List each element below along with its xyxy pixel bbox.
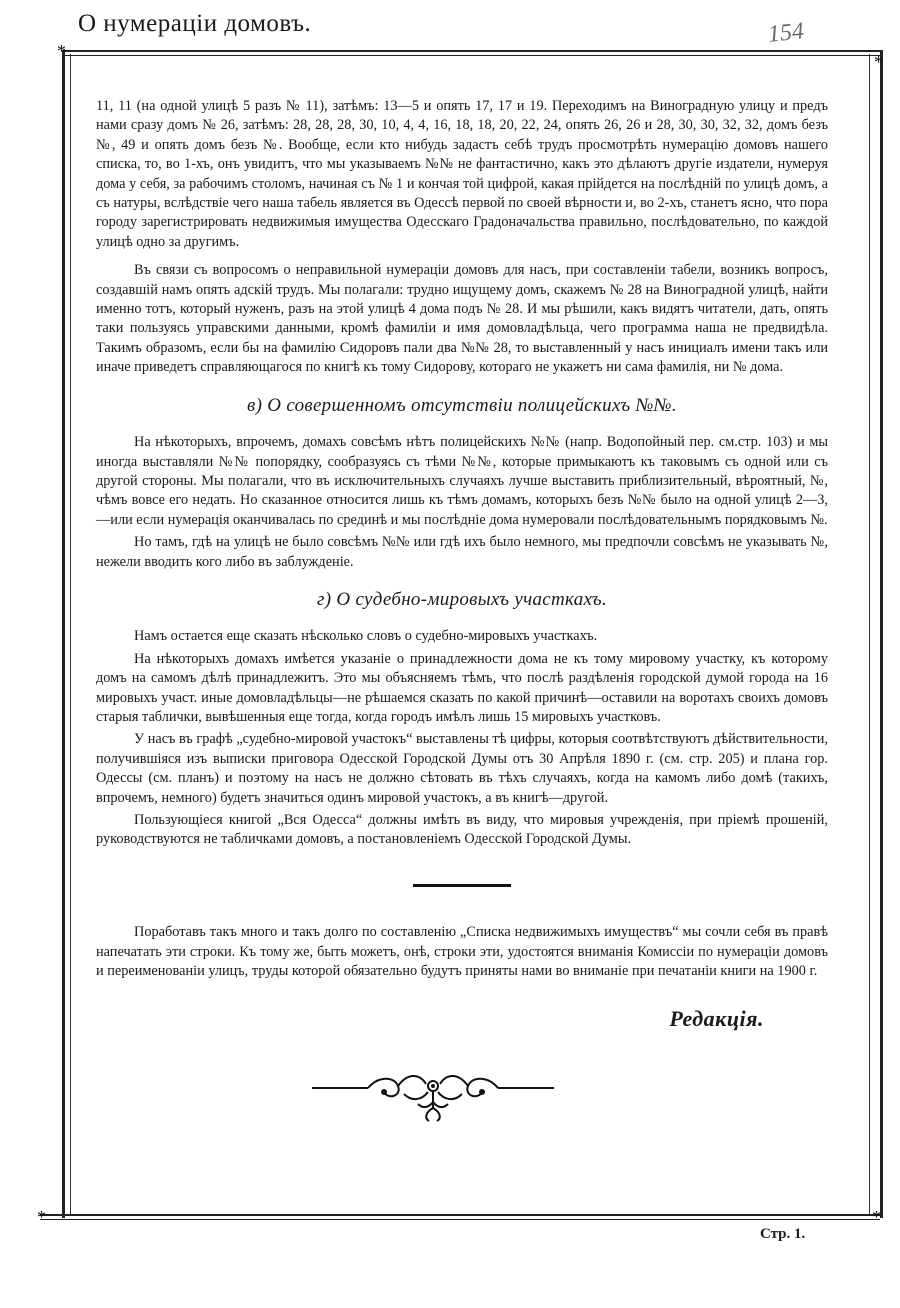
main-text xyxy=(96,97,828,1032)
paragraph: Пользующіеся книгой „Вся Одесса“ должны имѣть въ виду, что мировыя учрежденія, при пріемѣ прошеній, руководствуются не табличками домовъ, а постановленіемъ Одесской Городской Думы. xyxy=(96,812,828,848)
section-divider xyxy=(96,874,828,893)
running-head: О нумераціи домовъ. xyxy=(78,10,312,37)
paragraph: На нѣкоторыхъ, впрочемъ, домахъ совсѣмъ нѣтъ полицейскихъ №№ (напр. Водопойный пер. см.стр. 103) и мы иногда выставляли №№ попорядку, сообразуясь съ тѣми №№, которые примыкаютъ къ таковымъ съ одной или съ другой стороны. Мы полагали, что въ исключительныхъ случаяхъ лучше выставить приблизительный, вѣроятный, №, чѣмъ вовсе его недать. Но сказанное относится лишь къ тѣмъ домамъ, которыхъ безъ №№ было на одной улицѣ 2—3,—или если нумерація оканчивалась по срединѣ и мы послѣдніе дома нумеровали послѣдовательнымъ порядковымъ №. xyxy=(96,434,828,528)
frame-star-icon: * xyxy=(37,1207,46,1227)
frame-bottom-rule xyxy=(40,1214,880,1216)
paragraph: На нѣкоторыхъ домахъ имѣется указаніе о принадлежности дома не къ тому мировому участку, къ которому домъ на самомъ дѣлѣ принадлежитъ. Это мы объясняемъ тѣмъ, что послѣ раздѣленія городской думой города на 16 мировыхъ участ. иные домовладѣльцы—не рѣшаемся сказать по какой причинѣ—оставили на воротахъ своихъ домовъ старыя таблички, вывѣшенныя еще тогда, когда городъ имѣлъ лишь 15 мировыхъ участковъ. xyxy=(96,650,828,725)
signature: Редакція. xyxy=(669,1006,764,1032)
paragraph: Въ связи съ вопросомъ о неправильной нумераціи домовъ для насъ, при составленіи табели, возникъ вопросъ, создавшій намъ опять адскій трудъ. Мы полагали: трудно ищущему домъ, скажемъ № 28 на Виноградной улицѣ, найти именно тотъ, который нуженъ, разъ на этой улицѣ 4 дома подъ № 28. И мы рѣшили, какъ видятъ читатели, дать, опять таки пользуясь управскими данными, кромѣ фамиліи и имя домовладѣльца, чего программа наша не предвидѣла. Такимъ образомъ, если бы на фамилію Сидоровъ пали два №№ 28, то выставленный у насъ инициалъ имени такъ или иначе приведетъ справляющагося по книгѣ къ тому Сидорову, котораго не укажетъ ни сама фамилія, ни № дома. xyxy=(96,262,828,376)
frame-star-icon: * xyxy=(872,1207,881,1227)
closing-paragraph: Поработавъ такъ много и такъ долго по составленію „Списка недвижимыхъ имуществъ“ мы сочли себя въ правѣ напечатать эти строки. Къ тому же, быть можетъ, онѣ, строки эти, удостоятся вниманія Комиссіи по нумераціи домовъ и переименованіи улицъ, труды которой обязательно будутъ приняты нами во вниманіе при печатаніи книги на 1900 г. xyxy=(96,924,828,980)
frame-top-rule xyxy=(62,50,880,52)
frame-star-icon: * xyxy=(57,41,66,61)
section-heading-v: в) О совершенномъ отсутствіи полицейскихъ №№. xyxy=(247,394,677,416)
handwritten-page-mark: 154 xyxy=(766,18,806,48)
frame-top-rule-thin xyxy=(62,55,880,56)
paragraph: Намъ остается еще сказать нѣсколько словъ о судебно-мировыхъ участкахъ. xyxy=(134,628,598,645)
scroll-ornament-icon xyxy=(308,1068,558,1129)
paragraph: 11, 11 (на одной улицѣ 5 разъ № 11), затѣмъ: 13—5 и опять 17, 17 и 19. Переходимъ на Виноградную улицу и предъ нами сразу домъ № 26, затѣмъ: 28, 28, 28, 30, 10, 4, 4, 16, 18, 18, 20, 22, 24, опять 26, 26 и 28, 30, 30, 32, 32, домъ безъ №, 49 и опять домъ безъ №. Вообще, если кто нибудь задастъ себѣ трудъ просмотрѣть нумерацію домовъ нашего списка, то, во 1-хъ, онъ увидитъ, что мы указываемъ №№ не фантастично, какъ это дѣлаютъ другіе издатели, нумеруя дома у себя, за рабочимъ столомъ, начиная съ № 1 и кончая той цифрой, какая прійдется на послѣдній по улицѣ домъ, а съ натуры, вслѣдствіе чего наша табель является въ Одессѣ первой по своей вѣрности и, во 2-хъ, станетъ ясно, что пора городу зарегистрировать недвижимыя имущества Одесскаго Градоначальства правильно, послѣдовательно, по каждой улицѣ одно за другимъ. xyxy=(96,98,828,250)
section-heading-g: г) О судебно-мировыхъ участкахъ. xyxy=(316,588,608,610)
frame-star-icon: * xyxy=(874,52,883,72)
frame-bottom-rule-thin xyxy=(40,1219,880,1220)
page-number: Стр. 1. xyxy=(760,1226,806,1242)
paragraph: У насъ въ графѣ „судебно-мировой участокъ“ выставлены тѣ цифры, которыя соотвѣтствуютъ дѣйствительности, получившіяся изъ выписки приговора Одесской Городской Думы отъ 30 Апрѣля 1890 г. (см. стр. 205) и плана гор. Одессы (см. планъ) и поэтому на насъ не должно сѣтовать въ тѣхъ случаяхъ, когда на камомъ либо домѣ (такихъ, впрочемъ, немного) будетъ значиться одинъ мировой участокъ, а въ книгѣ—другой. xyxy=(96,731,828,806)
paragraph: Но тамъ, гдѣ на улицѣ не было совсѣмъ №№ или гдѣ ихъ было немного, мы предпочли совсѣмъ не указывать №, нежели вводить кого либо въ заблужденіе. xyxy=(96,534,828,570)
